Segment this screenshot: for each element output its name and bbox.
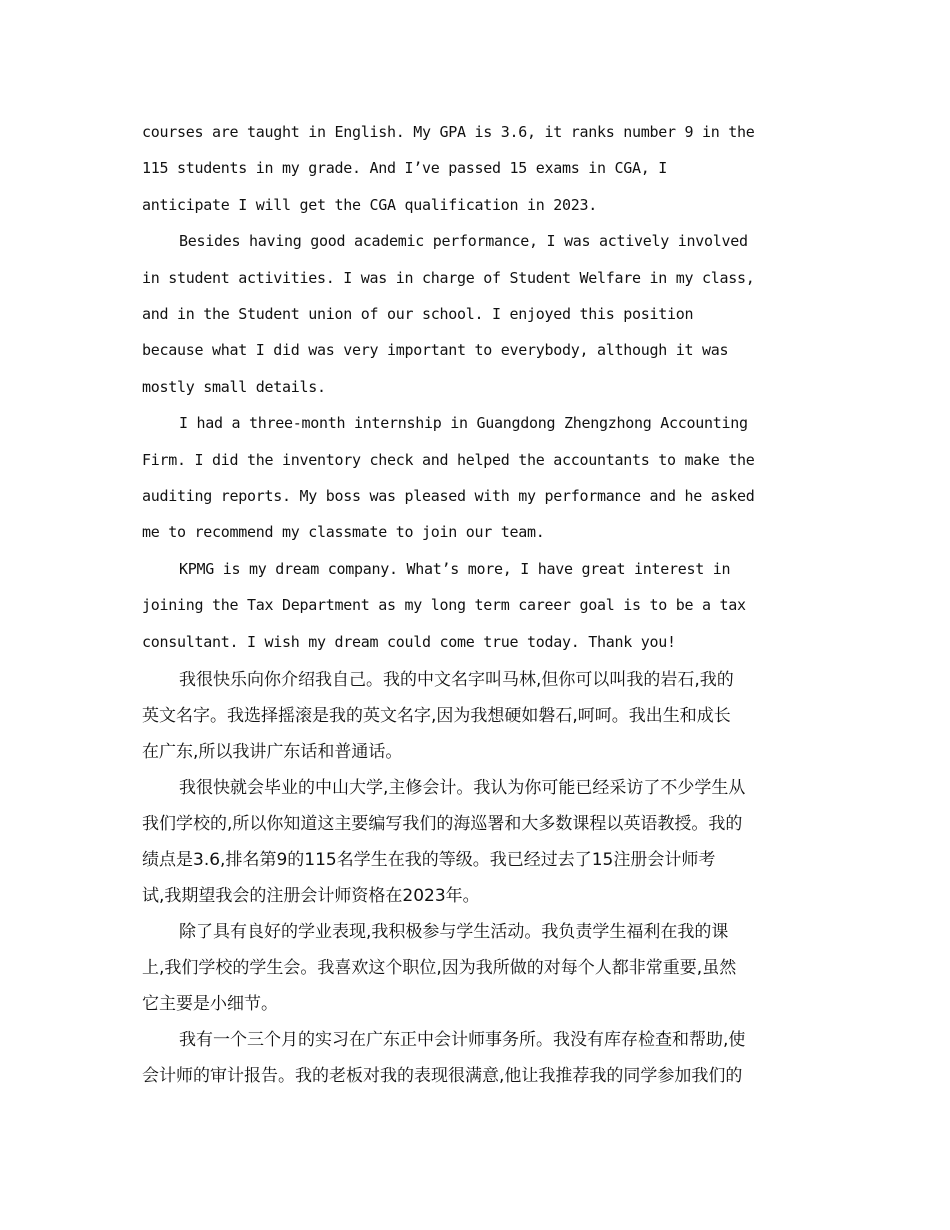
text-line: courses are taught in English. My GPA is 3.6, it ranks number 9 in the	[142, 123, 755, 141]
text-line: 除了具有良好的学业表现,我积极参与学生活动。我负责学生福利在我的课	[179, 922, 729, 943]
text-line: 会计师的审计报告。我的老板对我的表现很满意,他让我推荐我的同学参加我们的	[142, 1066, 743, 1087]
text-line: 我很快就会毕业的中山大学,主修会计。我认为你可能已经采访了不少学生从	[179, 778, 746, 799]
chinese-text	[142, 662, 812, 1094]
text-line: 试,我期望我会的注册会计师资格在2023年。	[142, 886, 480, 907]
text-line: mostly small details.	[142, 377, 326, 396]
text-line: in student activities. I was in charge of Student Welfare in my class,	[142, 268, 755, 287]
text-line: 我们学校的,所以你知道这主要编写我们的海巡署和大多数课程以英语教授。我的	[142, 814, 743, 835]
text-line: and in the Student union of our school. I enjoyed this position	[142, 305, 694, 324]
text-line: Besides having good academic performance, I was actively involved	[179, 232, 748, 251]
text-line: me to recommend my classmate to join our team.	[142, 523, 545, 542]
text-line: 上,我们学校的学生会。我喜欢这个职位,因为我所做的对每个人都非常重要,虽然	[142, 958, 737, 979]
english-text	[142, 114, 812, 660]
document-body	[142, 114, 812, 1094]
text-line: I had a three-month internship in Guangdong Zhengzhong Accounting	[179, 414, 748, 433]
text-line: 绩点是3.6,排名第9的115名学生在我的等级。我已经过去了15注册会计师考	[142, 850, 716, 871]
text-line: because what I did was very important to everybody, although it was	[142, 341, 729, 360]
text-line: KPMG is my dream company. What’s more, I have great interest in	[179, 559, 731, 578]
text-line: 它主要是小细节。	[142, 994, 278, 1015]
text-line: 我有一个三个月的实习在广东正中会计师事务所。我没有库存检查和帮助,使	[179, 1030, 746, 1051]
text-line: auditing reports. My boss was pleased with my performance and he asked	[142, 487, 755, 506]
text-line: 115 students in my grade. And I’ve passed 15 exams in CGA, I	[142, 159, 668, 178]
text-line: 在广东,所以我讲广东话和普通话。	[142, 742, 403, 763]
text-line: Firm. I did the inventory check and helped the accountants to make the	[142, 450, 755, 469]
text-line: 英文名字。我选择摇滚是我的英文名字,因为我想硬如磐石,呵呵。我出生和成长	[142, 706, 731, 727]
text-line: anticipate I will get the CGA qualification in 2023.	[142, 195, 598, 214]
text-line: joining the Tax Department as my long term career goal is to be a tax	[142, 596, 746, 615]
text-line: consultant. I wish my dream could come true today. Thank you!	[142, 632, 676, 651]
text-line: 我很快乐向你介绍我自己。我的中文名字叫马林,但你可以叫我的岩石,我的	[179, 670, 734, 691]
